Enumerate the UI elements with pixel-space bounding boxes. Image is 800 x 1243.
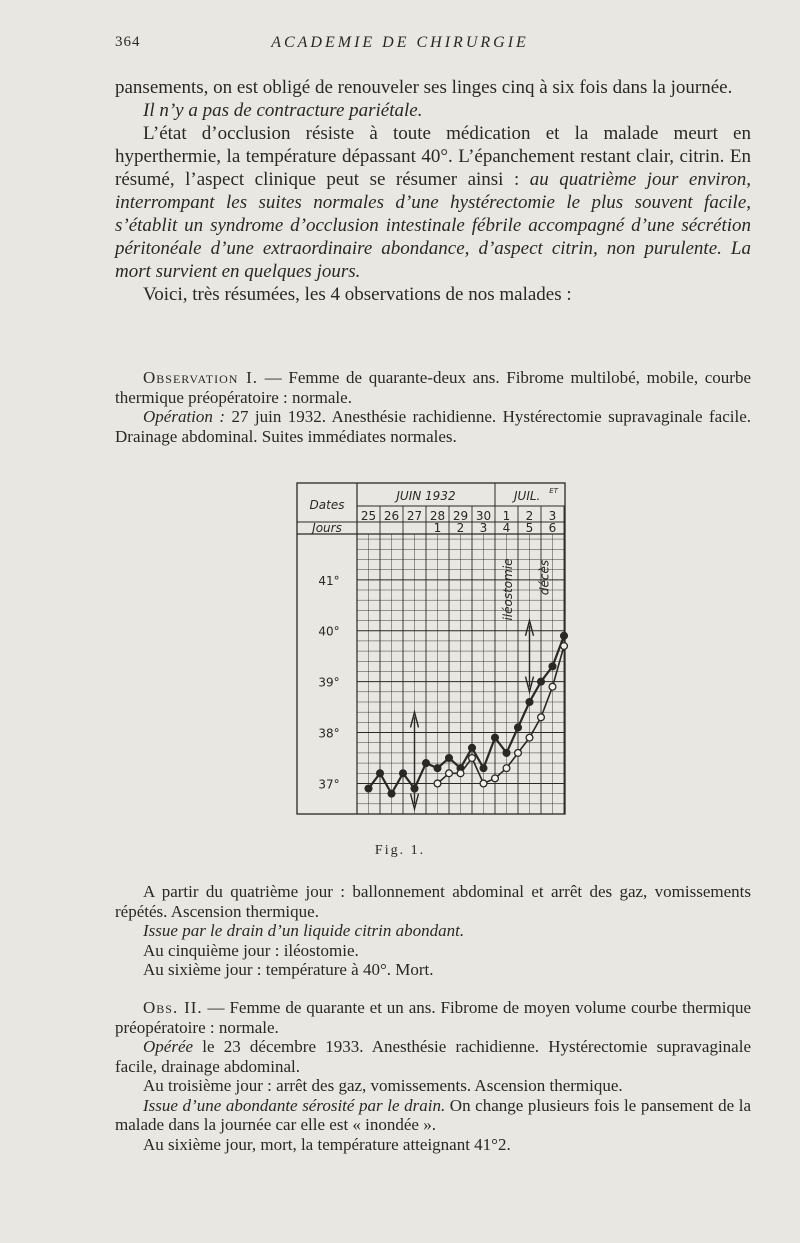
jour-tick-label: 1 (433, 521, 442, 535)
data-point-open (549, 683, 556, 690)
date-tick-label: 27 (406, 509, 423, 523)
date-tick-label: 28 (429, 509, 446, 523)
data-point-filled (423, 760, 430, 767)
observation-1-op-label: Opération : (143, 407, 225, 426)
data-point-open (446, 770, 453, 777)
data-point-open (515, 750, 522, 757)
data-point-filled (549, 663, 556, 670)
data-point-open (526, 734, 533, 741)
data-point-filled (538, 678, 545, 685)
paragraph-3-text: L’état d’occlusion résiste à toute médication et la malade meurt en hyperthermie, la température dépassant 40°. L’épanchement restant clair, citrin. En résumé, l’aspect clinique peut se résumer ainsi : (115, 123, 751, 190)
dates-label: Dates (309, 498, 345, 512)
followup-line-4: Au sixième jour : température à 40°. Mort. (143, 960, 434, 979)
paragraph-1: pansements, on est obligé de renouveler ses linges cinq à six fois dans la journée. (115, 77, 733, 98)
page-number: 364 (115, 34, 141, 50)
followup-line-2: Issue par le drain d’un liquide citrin abondant. (143, 921, 465, 940)
observation-2-italic: Issue d’une abondante sérosité par le drain. (143, 1095, 446, 1115)
data-point-filled (515, 724, 522, 731)
observation-2-line-3: Au troisième jour : arrêt des gaz, vomissements. Ascension thermique. (143, 1076, 623, 1095)
month-label-july: JUIL. (514, 489, 541, 503)
annotation-deces: décès (537, 559, 552, 596)
observation-2-label: Obs. II. (143, 998, 203, 1017)
data-point-filled (434, 765, 441, 772)
date-tick-label: 2 (525, 509, 534, 523)
observation-2-text: — Femme de quarante et un ans. Fibrome de moyen volume courbe thermique préopératoire : normale. (115, 998, 752, 1037)
page-header (0, 34, 800, 58)
observation-1-followup (115, 882, 751, 980)
paragraph-3 (115, 122, 751, 283)
data-point-open (503, 765, 510, 772)
observation-1-op-text: 27 juin 1932. Anesthésie rachidienne. Hystérectomie supravaginale facile. Drainage abdominal. Suites immédiates normales. (115, 407, 751, 446)
jour-tick-label: 4 (502, 521, 511, 535)
figure-caption: Fig. 1. (374, 843, 426, 858)
observation-2-rest: On change plusieurs fois le pansement de la malade dans la journée car elle est « inondée ». (115, 1095, 752, 1134)
month-label-june: JUIN 1932 (396, 489, 456, 503)
date-tick-label: 30 (475, 509, 492, 523)
followup-line-3: Au cinquième jour : iléostomie. (143, 940, 359, 960)
data-point-open (538, 714, 545, 721)
data-point-filled (492, 734, 499, 741)
data-point-open (469, 755, 476, 762)
data-point-filled (388, 790, 395, 797)
data-point-filled (561, 632, 568, 639)
data-point-open (434, 780, 441, 787)
body-text (115, 76, 751, 306)
data-point-filled (469, 744, 476, 751)
data-point-filled (411, 785, 418, 792)
followup-line-1: A partir du quatrième jour : ballonnement abdominal et arrêt des gaz, vomissements répétés. Ascension thermique. (115, 882, 751, 921)
jour-tick-label: 2 (456, 521, 465, 535)
temperature-chart (296, 482, 568, 818)
data-point-open (561, 643, 568, 650)
y-tick-label: 39° (318, 675, 340, 690)
observation-2-op-label: Opérée (143, 1037, 194, 1056)
date-tick-label: 25 (360, 509, 377, 523)
data-point-filled (480, 765, 487, 772)
observation-2-line-5: Au sixième jour, mort, la température atteignant 41°2. (143, 1134, 511, 1154)
series-open-line (438, 646, 565, 783)
observation-1-text: — Femme de quarante-deux ans. Fibrome multilobé, mobile, courbe thermique préopératoire : normale. (115, 368, 751, 407)
paragraph-4: Voici, très résumées, les 4 observations de nos malades : (143, 284, 572, 305)
paragraph-2: Il n’y a pas de contracture pariétale. (143, 100, 423, 121)
observation-2-op-text: le 23 décembre 1933. Anesthésie rachidienne. Hystérectomie supravaginale facile, drainage abdominal. (115, 1037, 751, 1076)
y-tick-label: 37° (318, 777, 340, 792)
jours-label: Jours (312, 521, 342, 535)
data-point-filled (503, 750, 510, 757)
data-point-filled (446, 755, 453, 762)
data-point-open (480, 780, 487, 787)
observation-2 (115, 998, 751, 1154)
series-filled-line (369, 636, 565, 794)
jour-tick-label: 3 (479, 521, 488, 535)
data-point-filled (526, 699, 533, 706)
data-point-filled (365, 785, 372, 792)
y-tick-label: 38° (318, 726, 340, 741)
annotation-ileostomie: iléostomie (501, 558, 515, 621)
running-title: ACADEMIE DE CHIRURGIE (271, 34, 529, 51)
data-point-filled (400, 770, 407, 777)
data-point-open (457, 770, 464, 777)
data-point-filled (377, 770, 384, 777)
date-tick-label: 26 (383, 509, 400, 523)
jour-tick-label: 6 (548, 521, 557, 535)
month-label-july-sup: ET (549, 487, 559, 495)
observation-1-label: Observation I. (143, 368, 259, 387)
observation-1 (115, 368, 751, 446)
date-tick-label: 3 (548, 509, 557, 523)
date-tick-label: 29 (452, 509, 469, 523)
date-tick-label: 1 (502, 509, 511, 523)
y-tick-label: 41° (318, 573, 340, 588)
y-tick-label: 40° (318, 624, 340, 639)
data-point-open (492, 775, 499, 782)
jour-tick-label: 5 (525, 521, 534, 535)
paragraph-3-italic: au quatrième jour environ, interrompant les suites normales d’une hystérectomie le plus souvent facile, s’établit un syndrome d’occlusion intestinale fébrile accompagné d’une sécrétion péritonéale d’une extraordinaire abondance, d’aspect citrin, non purulente. La mort survient en quelques jours. (115, 169, 752, 282)
